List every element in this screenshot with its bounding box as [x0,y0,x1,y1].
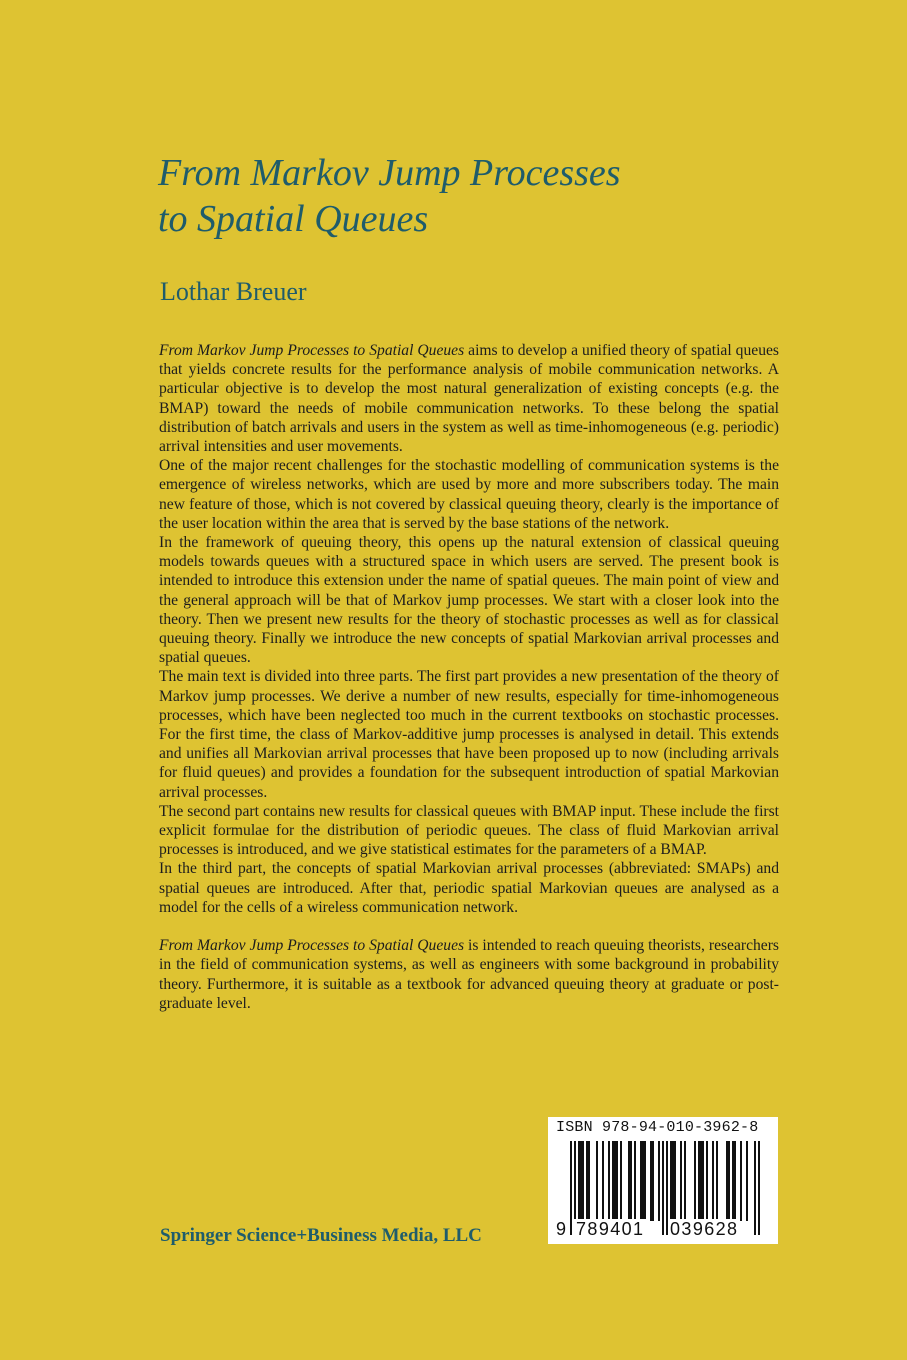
description-paragraph-1 [159,341,779,456]
ean-left-digits: 789401 [576,1219,645,1239]
barcode-bar [670,1141,672,1221]
barcode-bar [652,1141,654,1221]
barcode-bar [732,1141,734,1221]
barcode-bar [706,1141,708,1221]
barcode-bar [612,1141,614,1221]
barcode-bar [758,1141,760,1235]
barcode-bar [644,1141,646,1221]
description-paragraph-6: In the third part, the concepts of spatial Markovian arrival processes (abbreviated: SMAPs) and spatial queues are introduced. After that, periodic spatial Markovian queues are analysed as a model for the cells of a wireless communication network. [159,860,779,916]
barcode-bar [596,1141,598,1221]
barcode-bar [628,1141,630,1221]
ean-first-digit: 9 [556,1219,567,1239]
barcode-bar [702,1141,704,1221]
book-title-line-2: to Spatial Queues [158,198,429,240]
barcode-bar [746,1141,748,1221]
barcode-bar [694,1141,696,1221]
ean-right-digits: 039628 [670,1219,739,1239]
barcode-bar [614,1141,616,1221]
barcode-bar [674,1141,676,1221]
publisher-name: Springer Science+Business Media, LLC [160,1225,482,1246]
barcode-bar [570,1141,572,1235]
barcode-bar [586,1141,588,1221]
inline-book-title: From Markov Jump Processes to Spatial Queues [159,342,465,359]
barcode-bar [672,1141,674,1221]
barcode-bar [728,1141,730,1221]
barcode-bar [642,1141,644,1221]
barcode-bar [582,1141,584,1221]
description-paragraph-1-text: aims to develop a unified theory of spatial queues that yields concrete results for the performance analysis of mobile communication networks. A particular objective is to develop the most natural generalization of existing concepts (e.g. the BMAP) toward the needs of mobile communication networks. To these belong the spatial distribution of batch arrivals and users in the system as well as time-inhomogeneous (e.g. periodic) arrival intensities and user movements. [159,342,779,456]
barcode-bar [588,1141,590,1221]
barcode-bar [620,1141,622,1221]
barcode-bar [712,1141,714,1221]
description-paragraph-2: One of the major recent challenges for the stochastic modelling of communication systems is the emergence of wireless networks, which are used by more and more subscribers today. The main new feature of those, which is not covered by classical queuing theory, clearly is the importance of the user location within the area that is served by the base stations of the network. [159,457,779,532]
description-paragraph-4: The main text is divided into three parts. The first part provides a new presentation of the theory of Markov jump processes. We derive a number of new results, especially for time-inhomogeneous processes, which have been neglected too much in the current textbooks on stochastic processes. For the first time, the class of Markov-additive jump processes is analysed in detail. This extends and unifies all Markovian arrival processes that have been proposed up to now (including arrivals for fluid queues) and provides a foundation for the subsequent introduction of spatial Markovian arrival processes. [159,668,779,801]
inline-book-title: From Markov Jump Processes to Spatial Queues [159,937,465,955]
barcode-bar [684,1141,686,1221]
barcode-bar [580,1141,582,1221]
book-description [159,341,779,1013]
barcode-bar [716,1141,718,1221]
isbn-label: ISBN 978-94-010-3962-8 [556,1119,759,1136]
barcode-bar [740,1141,742,1221]
book-title-line-1: From Markov Jump Processes [158,152,621,194]
description-paragraph-3: In the framework of queuing theory, this opens up the natural extension of classical queuing models towards queues with a structured space in which users are served. The present book is intended to introduce this extension under the name of spatial queues. The main point of view and the general approach will be that of Markov jump processes. We start with a closer look into the theory. Then we present new results for the theory of stochastic processes as well as for classical queuing theory. Finally we introduce the new concepts of spatial Markovian arrival processes and spatial queues. [159,534,779,667]
barcode-bar [680,1141,682,1221]
barcode-bar [634,1141,636,1221]
barcode-bar [658,1141,660,1221]
description-paragraph-7 [159,936,779,1013]
barcode-bar [602,1141,604,1221]
barcode-bar [630,1141,632,1221]
barcode-bar [662,1141,664,1235]
barcode-bar [608,1141,610,1221]
barcode-bar [698,1141,700,1221]
barcode-bar [650,1141,652,1221]
barcode-bar [640,1141,642,1221]
description-paragraph-7-text: is intended to reach queuing theorists, researchers in the field of communication systems, as well as engineers with some background in probability theory. Furthermore, it is suitable as a textbook for advanced queuing theory at graduate or post-graduate level. [159,937,779,1012]
barcode-bar [700,1141,702,1221]
barcode-bar [754,1141,756,1235]
book-title [158,150,798,242]
author-name: Lothar Breuer [160,277,307,306]
barcode-bar [726,1141,728,1221]
barcode-bar [578,1141,580,1221]
isbn-barcode [548,1117,778,1244]
description-paragraph-5: The second part contains new results for classical queues with BMAP input. These include the first explicit formulae for the distribution of periodic queues. The class of fluid Markovian arrival processes is introduced, and we give statistical estimates for the parameters of a BMAP. [159,802,779,859]
barcode-bar [734,1141,736,1221]
barcode-bar [616,1141,618,1221]
